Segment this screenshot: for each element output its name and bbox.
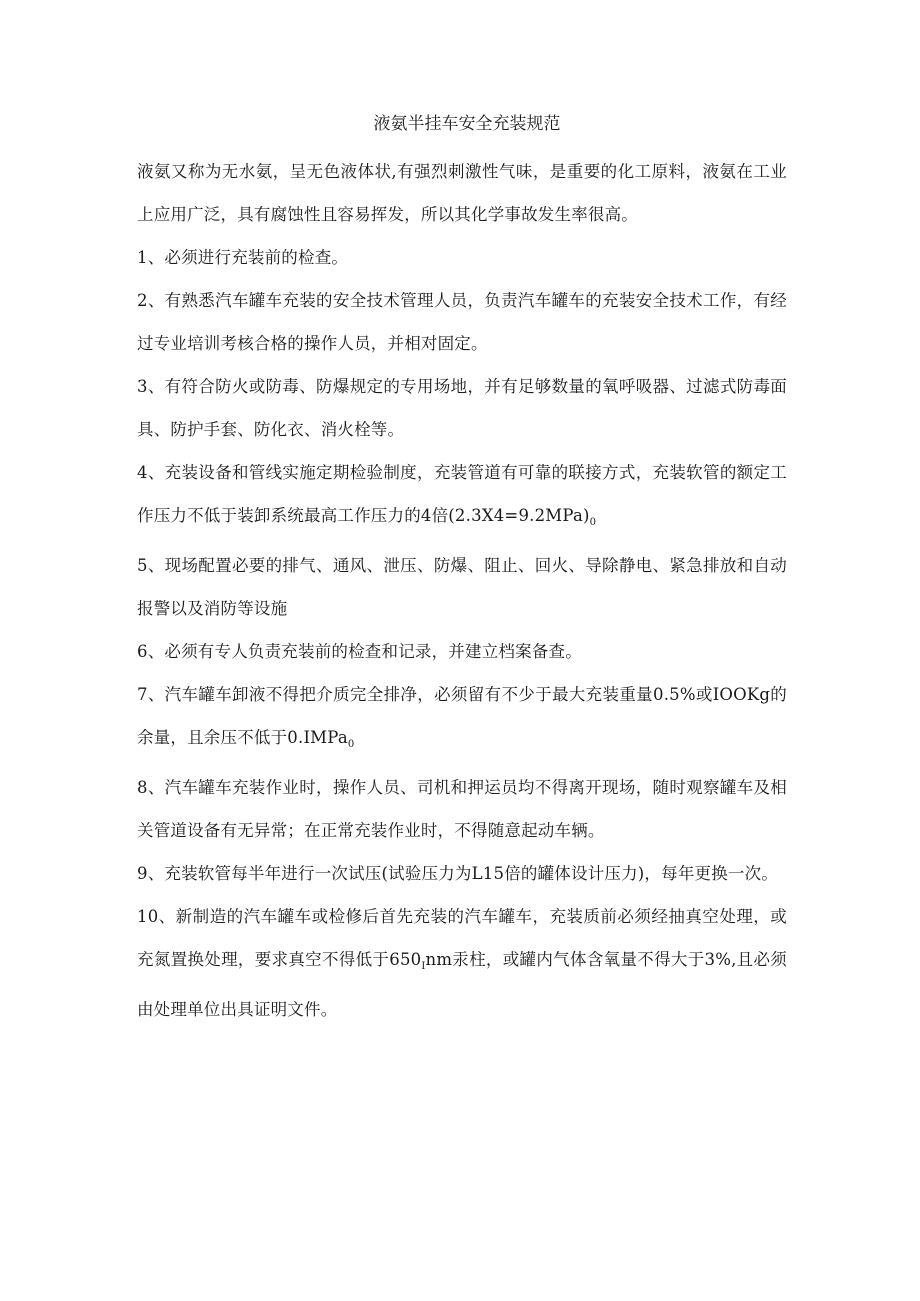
item-6: 6、必须有专人负责充装前的检查和记录，并建立档案备查。 xyxy=(137,642,582,661)
item-10-subscript: I xyxy=(421,961,426,972)
document-title: 液氨半挂车安全充装规范 xyxy=(373,114,561,134)
item-7-subscript: 0 xyxy=(347,739,355,750)
item-4 xyxy=(137,451,787,544)
item-3: 3、有符合防火或防毒、防爆规定的专用场地，并有足够数量的氧呼吸器、过滤式防毒面具、防护手套、防化衣、消火栓等。 xyxy=(137,377,787,439)
item-8: 8、汽车罐车充装作业时，操作人员、司机和押运员均不得离开现场，随时观察罐车及相关管道设备有无异常；在正常充装作业时，不得随意起动车辆。 xyxy=(137,778,787,840)
item-10-text-a: 10、新制造的汽车罐车或检修后首先充装的汽车罐车，充装质前必须经抽真空处理，或充氮置换处理，要求真空不得低于650 xyxy=(137,907,787,969)
item-4-text: 4、充装设备和管线实施定期检验制度，充装管道有可靠的联接方式，充装软管的额定工作压力不低于装卸系统最高工作压力的4倍(2.3X4=9.2MPa) xyxy=(137,463,787,525)
item-7-text: 7、汽车罐车卸液不得把介质完全排净，必须留有不少于最大充装重量0.5%或IOOKg的余量，且余压不低于0.IMPa xyxy=(137,685,787,747)
item-5: 5、现场配置必要的排气、通风、泄压、防爆、阻止、回火、导除静电、紧急排放和自动报警以及消防等设施 xyxy=(137,556,787,618)
item-2: 2、有熟悉汽车罐车充装的安全技术管理人员，负责汽车罐车的充装安全技术工作，有经过专业培训考核合格的操作人员，并相对固定。 xyxy=(137,291,787,353)
document-page xyxy=(137,112,787,1031)
item-10 xyxy=(137,895,787,1031)
intro-paragraph: 液氨又称为无水氨，呈无色液体状,有强烈刺激性气味，是重要的化工原料，液氨在工业上应用广泛，具有腐蚀性且容易挥发，所以其化学事故发生率很高。 xyxy=(137,162,787,224)
item-7 xyxy=(137,673,787,766)
item-10-text-b: nm汞柱，或罐内气体含氧量不得大于3%,且必须由处理单位出具证明文件。 xyxy=(137,950,788,1019)
item-9: 9、充装软管每半年进行一次试压(试验压力为L15倍的罐体设计压力)，每年更换一次。 xyxy=(137,864,779,883)
item-4-subscript: 0 xyxy=(589,517,597,528)
item-1: 1、必须进行充装前的检查。 xyxy=(137,248,349,267)
